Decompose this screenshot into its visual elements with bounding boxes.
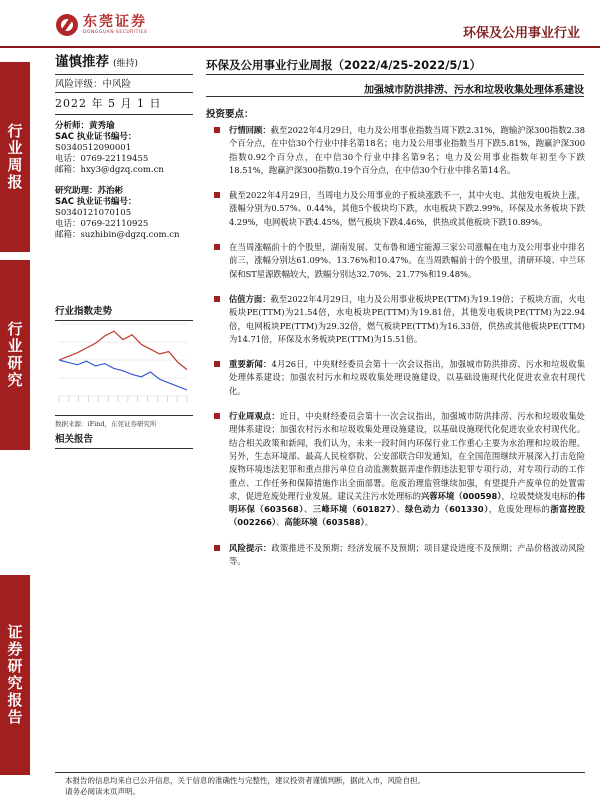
- key-points-list: [213, 124, 585, 568]
- brand-logo: [56, 14, 147, 36]
- bullet-text: 、: [303, 504, 313, 515]
- bullet-market-review: [213, 124, 585, 177]
- key-points-title: 投资要点：: [206, 109, 254, 120]
- assistant-name: 研究助理：苏治彬: [55, 185, 124, 196]
- left-info-column: [55, 52, 193, 241]
- brand-name-cn: 东莞证券: [83, 14, 147, 30]
- analyst-cert: S0340512090001: [55, 142, 132, 153]
- bullet-text: 截至2022年4月29日，电力及公用事业指数当周下跌2.31%，跑输沪深300指数2.38个百分点，在中信30个行业中排名第18名；电力及公用事业指数当月下跌5.81%，跑赢沪深300指数0.92个百分点，在中信30个行业中排名第9名；电力及公用事业指数年初至今下跌18.51%，跑赢沪深300指数0.19个百分点，在中信30个行业中排名第14名。: [229, 125, 585, 175]
- chart-series-line: [59, 360, 187, 390]
- analyst-block: [55, 121, 193, 176]
- disclaimer-line: 请务必阅读末页声明。: [65, 787, 140, 796]
- analyst-email[interactable]: 邮箱：hxy3@dgzq.com.cn: [55, 164, 164, 175]
- trend-chart-title: 行业指数走势: [55, 303, 193, 321]
- stock-name: 三峰环境（601827）: [312, 504, 397, 515]
- bullet-text: 截至2022年4月29日，当周电力及公用事业的子板块涨跌不一，其中火电、其他发电板块上涨，涨幅分别为0.57%、0.44%，其他5个板块均下跌，水电板块下跌2.99%，环保及水务板块下跌4.29%，电网板块下跌4.45%，燃气板块下跌4.46%，供热或其他板块下跌10.89%。: [229, 190, 585, 227]
- bullet-text: 。: [364, 517, 373, 528]
- header-industry: 环保及公用事业行业: [462, 26, 580, 41]
- analyst-cert-label: SAC 执业证书编号：: [55, 131, 137, 142]
- sidebar-tab-report: 证券研究报告: [0, 575, 30, 775]
- stock-name: 高能环境（603588）: [284, 517, 365, 528]
- bullet-text: ，垃圾焚烧发电标的: [501, 490, 577, 501]
- stock-name: 兴蓉环境（000598）: [420, 490, 502, 501]
- stock-name: 绿色动力（601330）: [405, 504, 489, 515]
- report-date: 2022 年 5 月 1 日: [55, 97, 162, 110]
- assistant-block: [55, 186, 193, 241]
- bullet-risk: [213, 542, 585, 569]
- rating-note: (维持): [113, 59, 139, 69]
- logo-emblem-icon: [56, 14, 78, 36]
- bullet-lead: 重要新闻：: [229, 359, 272, 370]
- assistant-cert: S0340121070105: [55, 207, 132, 218]
- bullet-subsectors: [213, 189, 585, 229]
- bullet-text: 政策推进不及预期；经济发展不及预期；项目建设进度不及预期；产品价格波动风险等。: [229, 542, 585, 567]
- disclaimer-line: 本报告的信息均来自已公开信息，关于信息的准确性与完整性，建议投资者谨慎判断，据此入市，风险自担。: [65, 776, 425, 785]
- rating: [55, 52, 193, 75]
- sidebar-tab-industry: 行业研究: [0, 260, 30, 450]
- bullet-text: 近日，中央财经委员会第十一次会议指出，加强城市防洪排涝、污水和垃圾收集处理体系建设；加强农村污水和垃圾收集处理设施建设，以基础设施现代化促进农业农村现代化。结合相关政策和新闻，我们认为，未来一段时间内环保行业工作重心主要为水治理和垃圾治理。另外，生态环境部、最高人民检察院、公安部联合印发通知，在全国范围继续开展深入打击危险废物环境违法犯罪和重点排污单位自动监测数据弄虚作假违法犯罪专项行动，对专项行动的工作重点、工作任务和保障措施作出全面部署。危废治理监管继续加强，有望提升产废单位的处置需求，促进危废处理行业发展。建议关注污水处理标的: [229, 411, 585, 501]
- chart-source: 数据来源：iFind，东莞证券研究所: [55, 415, 193, 428]
- assistant-phone: 电话：0769-22110925: [55, 218, 149, 229]
- bullet-text: 、: [276, 517, 285, 528]
- assistant-cert-label: SAC 执业证书编号：: [55, 196, 137, 207]
- divider: [206, 74, 584, 75]
- brand-name-en: DONGGUAN SECURITIES: [83, 30, 148, 35]
- report-subtitle: 加强城市防洪排涝、污水和垃圾收集处理体系建设: [364, 85, 584, 96]
- bullet-valuation: [213, 293, 585, 346]
- bullet-text: 4月26日，中央财经委员会第十一次会议指出，加强城市防洪排涝、污水和垃圾收集处理体系建设；加强农村污水和垃圾收集处理设施建设，以基础设施现代化促进农业农村现代化。: [229, 359, 585, 396]
- rating-value: 谨慎推荐: [55, 54, 109, 70]
- bullet-lead: 风险提示：: [229, 542, 272, 553]
- divider: [206, 96, 584, 97]
- stock-name: 伟明环保（603568）: [229, 490, 585, 515]
- index-trend-chart: [55, 320, 193, 410]
- analyst-name: 分析师：黄秀瑜: [55, 120, 115, 131]
- bullet-weekly-view: [213, 410, 585, 530]
- bullet-news: [213, 358, 585, 398]
- bullet-text: 、: [396, 504, 406, 515]
- stock-name: 浙富控股（002266）: [229, 504, 585, 528]
- bullet-lead: 行业周观点：: [229, 411, 280, 422]
- divider: [55, 772, 585, 773]
- analyst-phone: 电话：0769-22119455: [55, 153, 149, 164]
- related-reports-title: 相关报告: [55, 431, 193, 449]
- risk-rating: 风险评级：中风险: [55, 78, 132, 90]
- page-header: [0, 0, 600, 48]
- bullet-text: 截至2022年4月29日，电力及公用事业板块PE(TTM)为19.19倍；子板块方面，火电板块PE(TTM)为21.54倍，水电板块PE(TTM)为19.81倍，其他发电板块PE(TTM)为22.94倍，电网板块PE(TTM)为29.32倍，燃气板块PE(TTM)为16.33倍，供热或其他板块PE(TTM)为14.71倍，环保及水务板块PE(TTM)为15.51倍。: [229, 293, 585, 344]
- bullet-stocks: [213, 241, 585, 281]
- sidebar-tab-weekly: 行业周报: [0, 62, 30, 252]
- bullet-text: ，危废处理标的: [488, 504, 551, 515]
- bullet-lead: 估值方面：: [229, 293, 271, 304]
- bullet-text: 在当周涨幅前十的个股里，湖南发展、艾布鲁和通宝能源三家公司涨幅在电力及公用事业中排名前三，涨幅分别达61.09%、13.76%和10.47%。在当周跌幅前十的个股里，清研环境、中兰环保和ST星源跌幅较大，跌幅分别达32.70%、21.77%和19.48%。: [229, 242, 585, 279]
- assistant-email[interactable]: 邮箱：suzhibin@dgzq.com.cn: [55, 229, 180, 240]
- divider: [55, 114, 193, 115]
- footer-disclaimer: [65, 775, 585, 797]
- report-title: 环保及公用事业行业周报（2022/4/25-2022/5/1）: [206, 58, 482, 72]
- bullet-lead: 行情回顾：: [229, 125, 271, 135]
